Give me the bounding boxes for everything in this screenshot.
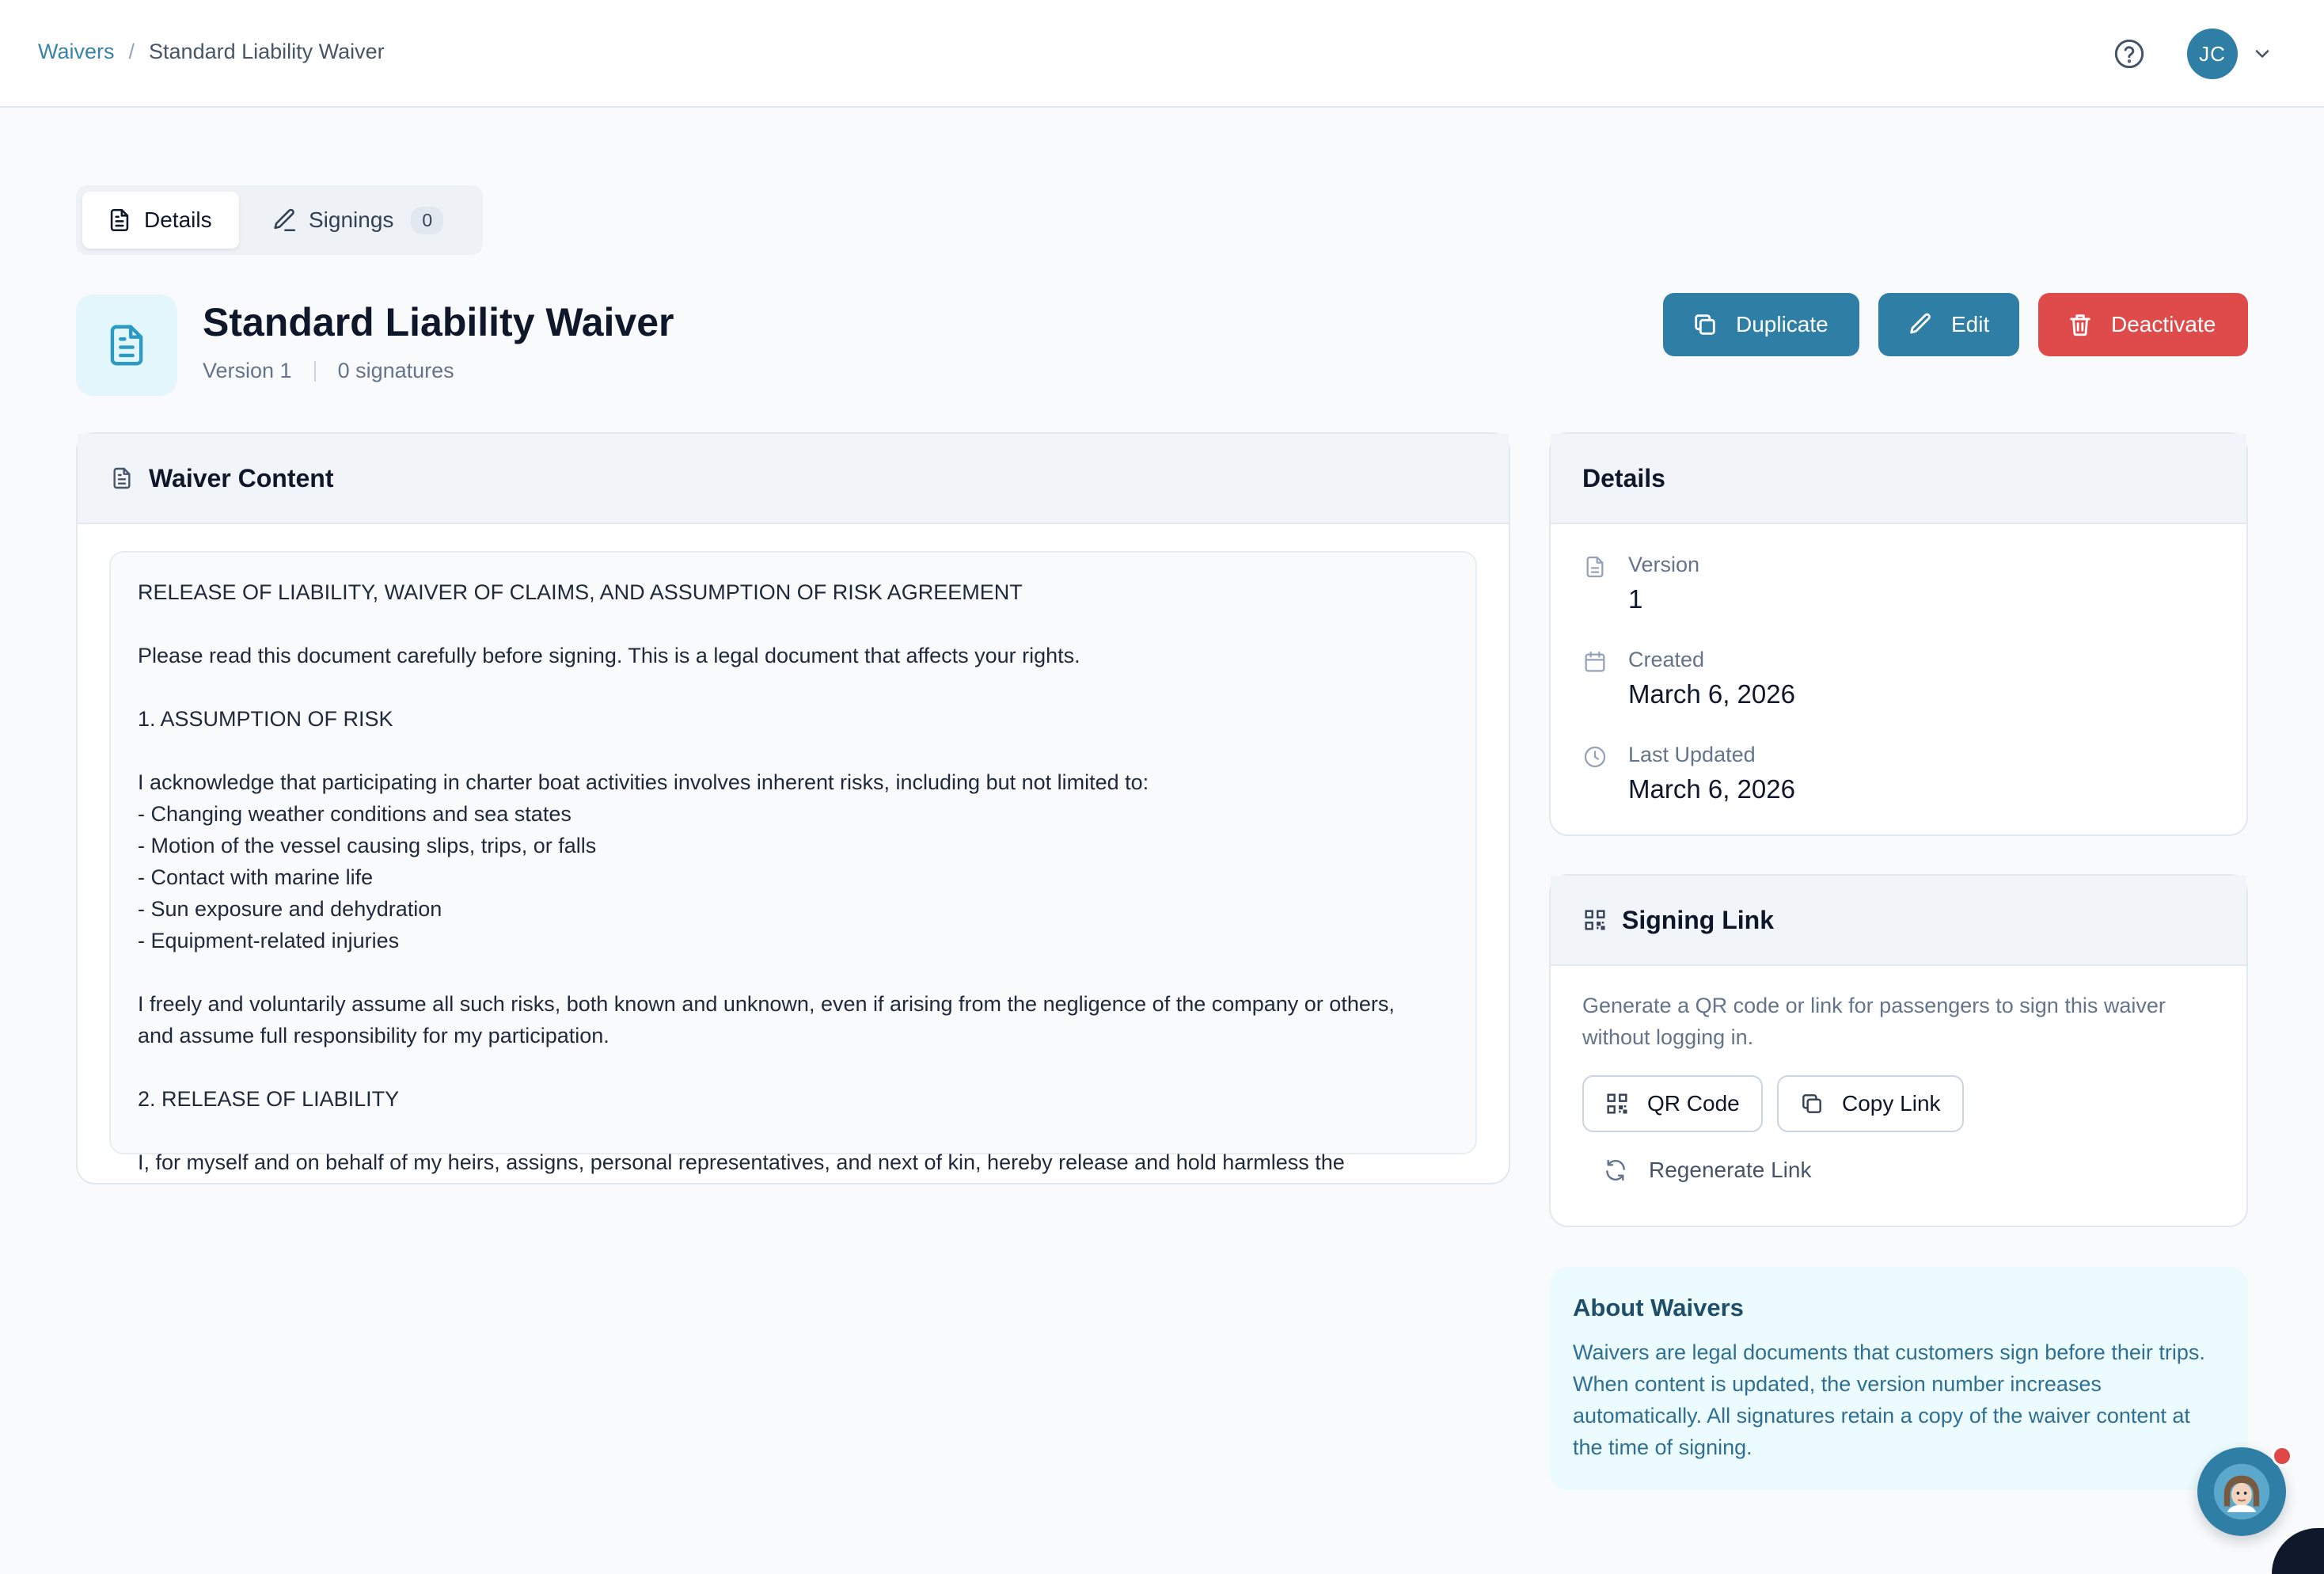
document-icon — [109, 466, 135, 491]
qr-code-button[interactable] — [1582, 1075, 1763, 1132]
version-text: Version 1 — [203, 359, 292, 382]
deactivate-button[interactable] — [2038, 293, 2248, 356]
document-icon — [102, 321, 151, 370]
help-icon[interactable] — [2113, 38, 2145, 70]
notification-dot — [2272, 1446, 2292, 1466]
tab-list — [76, 185, 483, 255]
breadcrumb-separator: / — [128, 40, 135, 63]
breadcrumb — [38, 40, 385, 64]
last-updated-label: Last Updated — [1628, 743, 1756, 766]
details-card — [1549, 432, 2248, 836]
waiver-content-header — [78, 434, 1509, 524]
duplicate-button-label: Duplicate — [1736, 312, 1828, 336]
regenerate-link-label: Regenerate Link — [1649, 1158, 1812, 1182]
refresh-icon — [1603, 1158, 1628, 1183]
copy-link-button-label: Copy Link — [1842, 1091, 1941, 1116]
tab-signings-label: Signings — [309, 207, 394, 232]
copy-icon — [1799, 1091, 1825, 1116]
detail-last-updated — [1582, 741, 1795, 808]
signing-link-header — [1551, 876, 2246, 966]
signatures-count-text: 0 signatures — [337, 359, 454, 382]
pen-icon — [271, 207, 298, 234]
created-label: Created — [1628, 648, 1705, 671]
signing-link-description: Generate a QR code or link for passengers to sign this waiver without logging in. — [1582, 994, 2166, 1049]
detail-version — [1582, 551, 1699, 618]
document-icon — [106, 207, 133, 234]
about-waivers-text: Waivers are legal documents that customers sign before their trips. When content is updated, the version number increases automatically. All signatures retain a copy of the waiver content at the time of signing. — [1573, 1340, 2205, 1459]
tab-details-label: Details — [144, 207, 212, 232]
trash-icon — [2067, 311, 2094, 338]
signing-link-card — [1549, 874, 2248, 1227]
tab-signings[interactable] — [247, 192, 467, 249]
deactivate-button-label: Deactivate — [2111, 312, 2216, 336]
details-card-title: Details — [1582, 463, 1665, 492]
chevron-down-icon[interactable] — [2251, 43, 2273, 65]
pencil-icon — [1907, 311, 1934, 338]
signing-link-title: Signing Link — [1622, 905, 1774, 934]
window-corner — [2272, 1528, 2324, 1574]
about-waivers-title: About Waivers — [1573, 1294, 1744, 1321]
waiver-icon-tile — [76, 295, 177, 396]
last-updated-value: March 6, 2026 — [1628, 774, 1795, 804]
user-avatar[interactable]: JC — [2187, 29, 2238, 79]
copy-icon — [1692, 311, 1718, 338]
regenerate-link-button[interactable] — [1603, 1158, 1811, 1183]
waiver-content-card — [76, 432, 1510, 1184]
details-card-header — [1551, 434, 2246, 524]
edit-button[interactable] — [1878, 293, 2019, 356]
breadcrumb-current: Standard Liability Waiver — [149, 40, 385, 63]
assistant-avatar-icon — [2212, 1462, 2271, 1521]
waiver-meta — [203, 359, 454, 383]
signings-count-badge: 0 — [411, 207, 443, 234]
clock-icon — [1582, 744, 1608, 770]
waiver-text-scroll-area[interactable]: RELEASE OF LIABILITY, WAIVER OF CLAIMS, AND ASSUMPTION OF RISK AGREEMENT Please read this document carefully before signing. This is a legal document that affects your rights. 1. ASSUMPTION OF RISK I acknowledge that participating in charter boat activities involves inherent risks, including but not limited to: - Changing weather conditions and sea states - Motion of the vessel causing slips, trips, or falls - Contact with marine life - Sun exposure and dehydration - Equipment-related injuries I freely and voluntarily assume all such risks, both known and unknown, even if arising from the negligence of the company or others, and assume full responsibility for my participation. 2. RELEASE OF LIABILITY I, for myself and on behalf of my heirs, assigns, personal representatives, and next of kin, hereby release and hold harmless the — [109, 551, 1477, 1154]
qr-code-icon — [1582, 907, 1608, 933]
meta-divider — [314, 361, 316, 382]
detail-created — [1582, 646, 1795, 713]
qr-code-button-label: QR Code — [1647, 1091, 1740, 1116]
tab-details[interactable] — [82, 192, 239, 249]
breadcrumb-waivers-link[interactable]: Waivers — [38, 40, 115, 63]
top-bar — [0, 0, 2324, 108]
duplicate-button[interactable] — [1663, 293, 1859, 356]
about-waivers-panel — [1549, 1267, 2248, 1490]
created-value: March 6, 2026 — [1628, 679, 1795, 709]
version-value: 1 — [1628, 584, 1643, 614]
waiver-content-title: Waiver Content — [149, 463, 334, 492]
edit-button-label: Edit — [1951, 312, 1990, 336]
calendar-icon — [1582, 649, 1608, 675]
qr-code-icon — [1604, 1091, 1630, 1116]
document-icon — [1582, 554, 1608, 580]
copy-link-button[interactable] — [1777, 1075, 1964, 1132]
version-label: Version — [1628, 553, 1700, 576]
page-title: Standard Liability Waiver — [203, 300, 674, 344]
